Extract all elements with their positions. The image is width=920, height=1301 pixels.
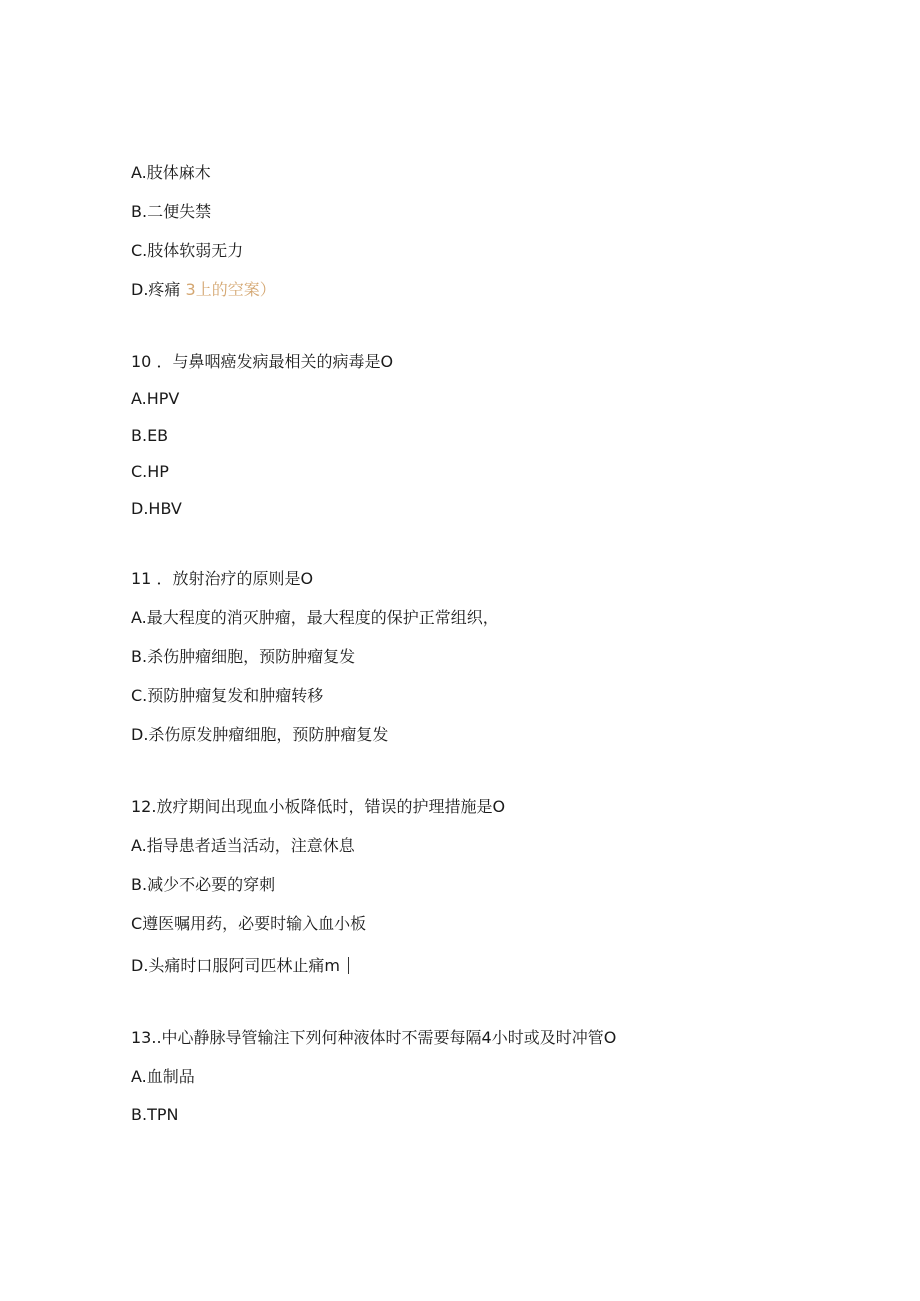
q10-option-c: C.HP [131, 462, 169, 481]
q13-stem: 13..中心静脉导管输注下列何种液体时不需要每隔4小时或及时冲管O [131, 1028, 617, 1047]
q11-option-a: A.最大程度的消灭肿瘤，最大程度的保护正常组织， [131, 608, 499, 627]
q10-option-b: B.EB [131, 426, 169, 445]
q12-option-c: C遵医嘱用药，必要时输入血小板 [131, 914, 367, 933]
q11-option-d: D.杀伤原发肿瘤细胞，预防肿瘤复发 [131, 725, 389, 744]
text-cursor-mark [348, 957, 349, 974]
q13-option-b: B.TPN [131, 1105, 179, 1124]
q9-option-d-text: D.疼痛 [131, 280, 181, 299]
q9-option-d [131, 280, 276, 300]
q9-option-c: C.肢体软弱无力 [131, 241, 244, 260]
q11-option-c: C.预防肿瘤复发和肿瘤转移 [131, 686, 324, 705]
q9-option-a: A.肢体麻木 [131, 163, 211, 182]
q9-option-b: B.二便失禁 [131, 202, 212, 221]
q12-option-b: B.减少不必要的穿刺 [131, 875, 276, 894]
q12-option-a: A.指导患者适当活动，注意休息 [131, 836, 355, 855]
q11-option-b: B.杀伤肿瘤细胞，预防肿瘤复发 [131, 647, 356, 666]
q13-option-a: A.血制品 [131, 1067, 195, 1086]
q11-stem: 11 ．放射治疗的原则是O [131, 569, 314, 588]
q10-stem: 10 ．与鼻咽癌发病最相关的病毒是O [131, 352, 394, 371]
q9-option-d-note: 3上的空案） [185, 280, 276, 299]
q12-option-d [131, 956, 349, 976]
q12-option-d-text: D.头痛时口服阿司匹林止痛m [131, 956, 340, 975]
q12-stem: 12.放疗期间出现血小板降低时，错误的护理措施是O [131, 797, 506, 816]
q10-option-a: A.HPV [131, 389, 180, 408]
q10-option-d: D.HBV [131, 499, 182, 518]
